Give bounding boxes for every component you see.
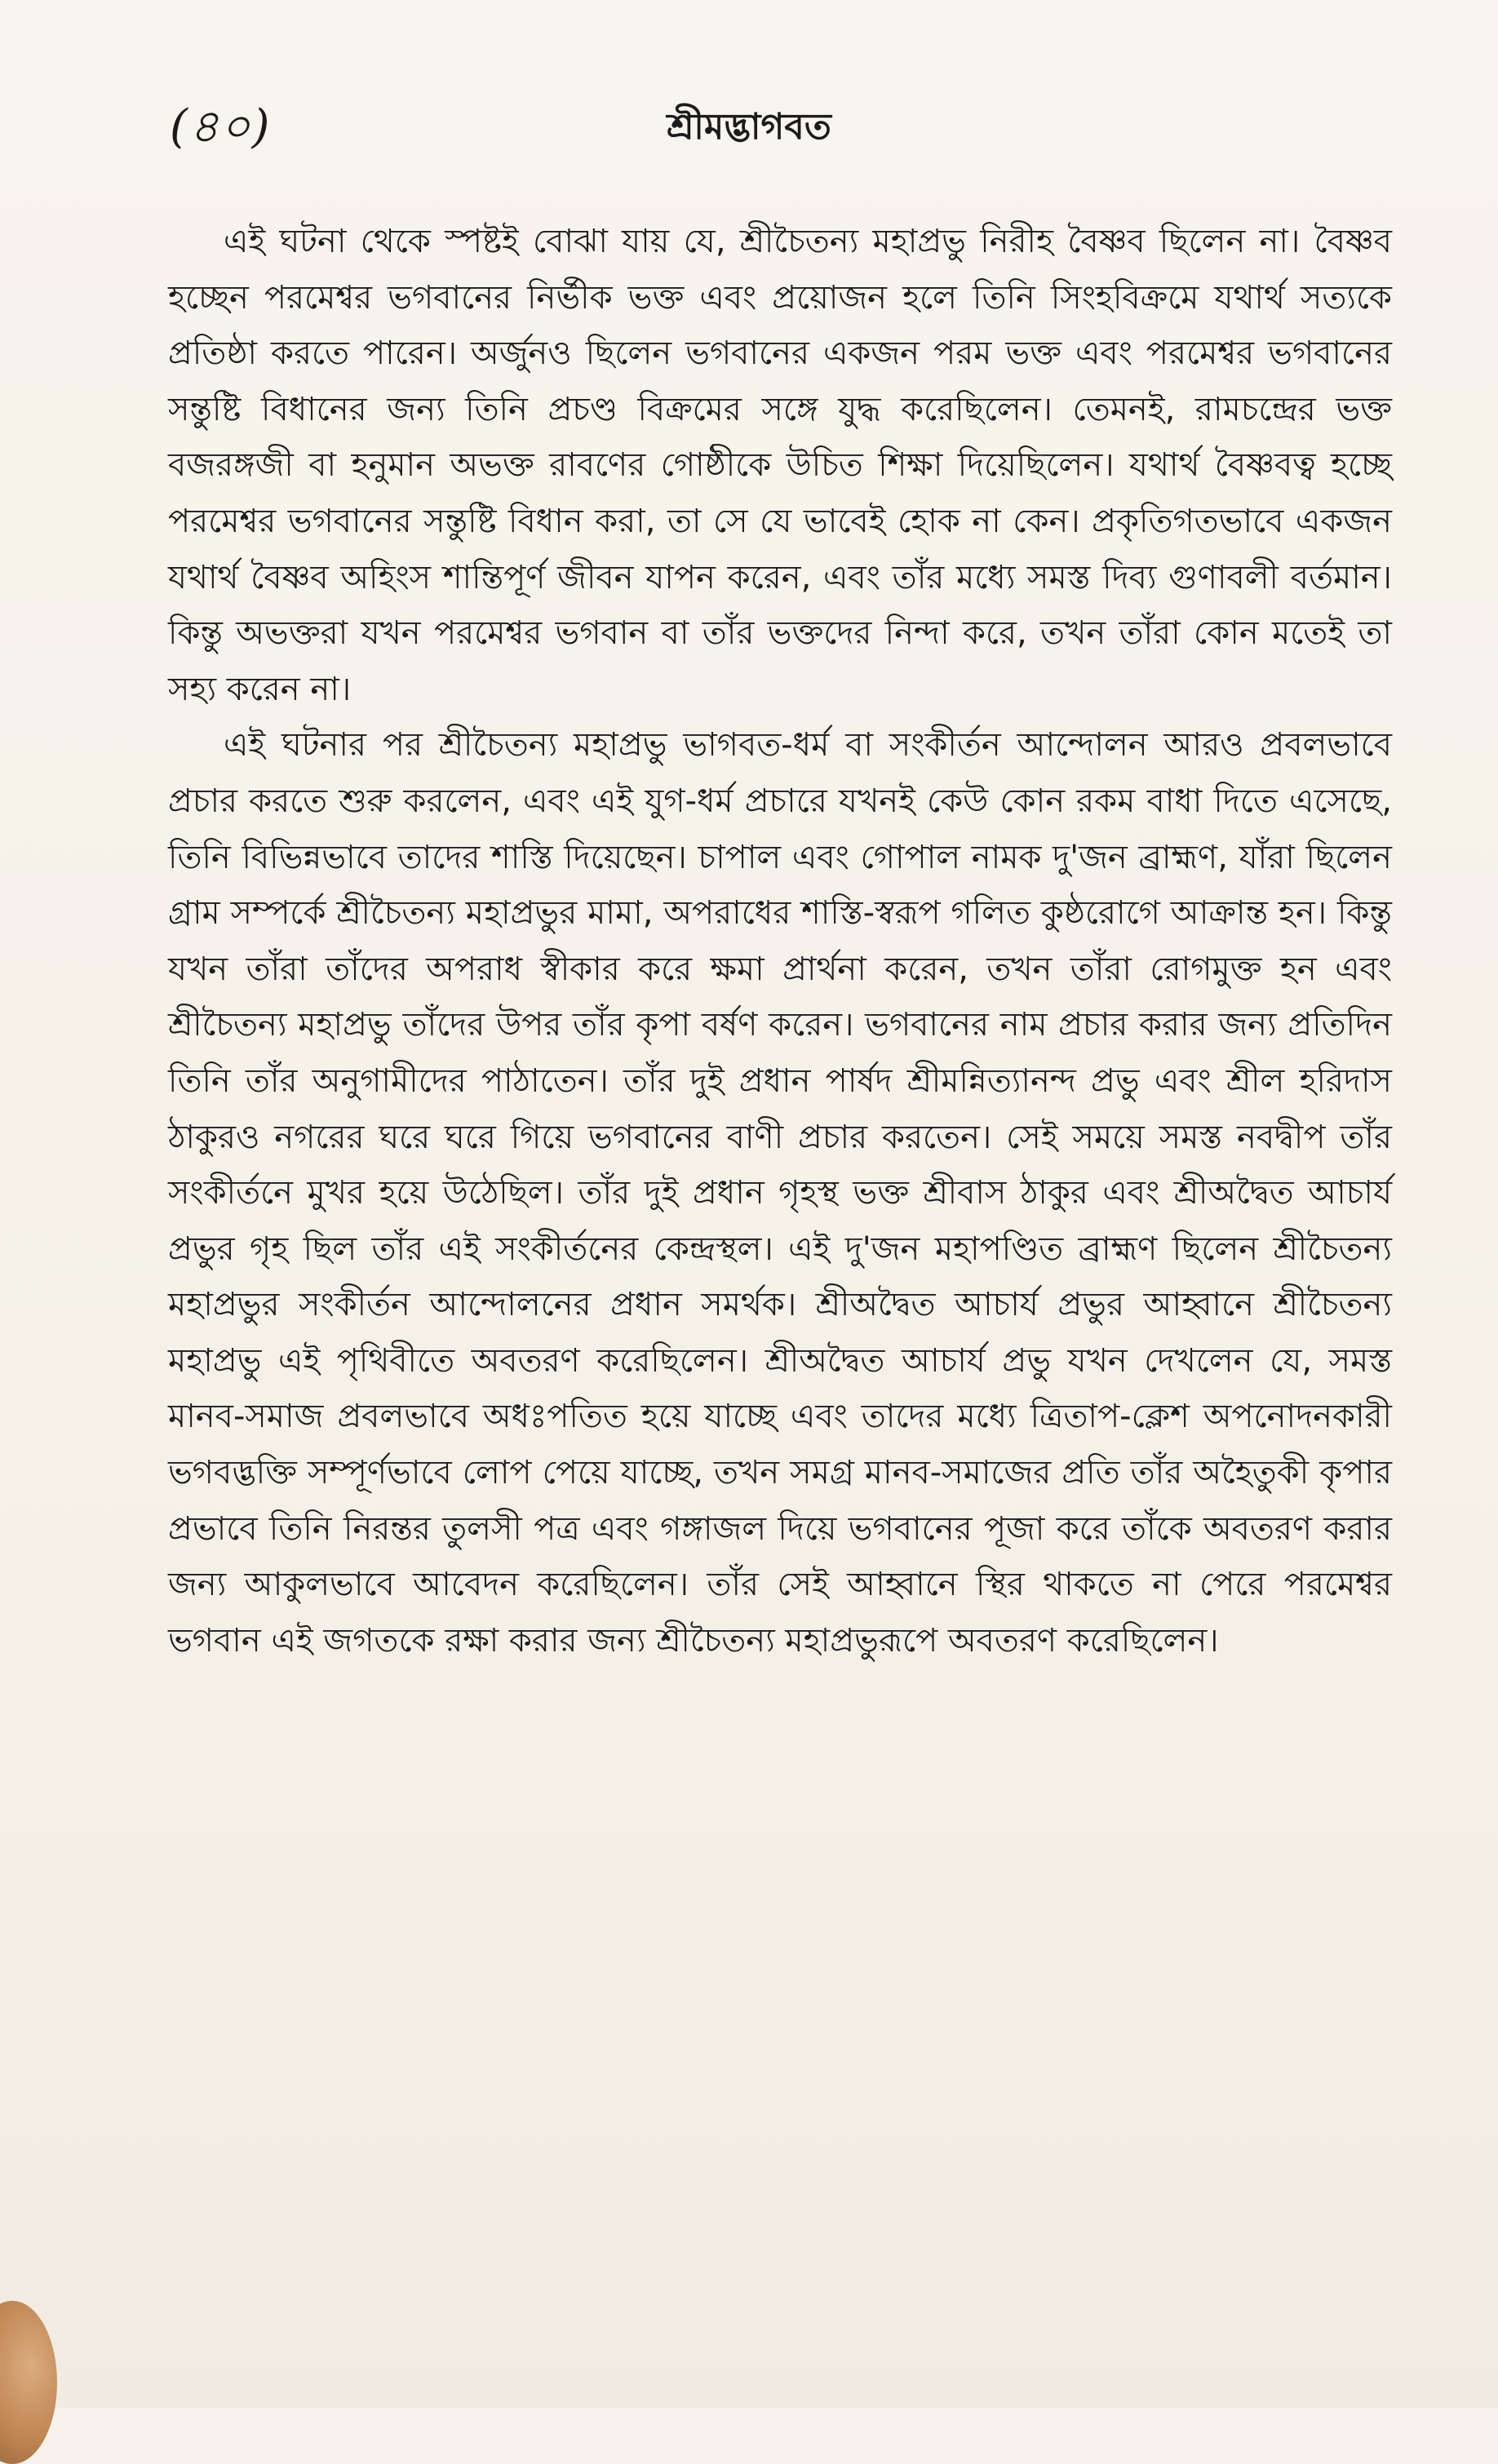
- page-number: (৪০): [170, 100, 272, 153]
- body-text: [168, 214, 1392, 1669]
- running-title: শ্রীমদ্ভাগবত: [667, 106, 831, 148]
- finger-holding-page: [0, 2301, 57, 2464]
- paragraph-1: এই ঘটনা থেকে স্পষ্টই বোঝা যায় যে, শ্রীচৈতন্য মহাপ্রভু নিরীহ বৈষ্ণব ছিলেন না। বৈষ্ণব হচ্ছেন পরমেশ্বর ভগবানের নির্ভীক ভক্ত এবং প্রয়োজন হলে তিনি সিংহবিক্রমে যথার্থ সত্যকে প্রতিষ্ঠা করতে পারেন। অর্জুনও ছিলেন ভগবানের একজন পরম ভক্ত এবং পরমেশ্বর ভগবানের সন্তুষ্টি বিধানের জন্য তিনি প্রচণ্ড বিক্রমের সঙ্গে যুদ্ধ করেছিলেন। তেমনই, রামচন্দ্রের ভক্ত বজরঙ্গজী বা হনুমান অভক্ত রাবণের গোষ্ঠীকে উচিত শিক্ষা দিয়েছিলেন। যথার্থ বৈষ্ণবত্ব হচ্ছে পরমেশ্বর ভগবানের সন্তুষ্টি বিধান করা, তা সে যে ভাবেই হোক না কেন। প্রকৃতিগতভাবে একজন যথার্থ বৈষ্ণব অহিংস শান্তিপূর্ণ জীবন যাপন করেন, এবং তাঁর মধ্যে সমস্ত দিব্য গুণাবলী বর্তমান। কিন্তু অভক্তরা যখন পরমেশ্বর ভগবান বা তাঁর ভক্তদের নিন্দা করে, তখন তাঁরা কোন মতেই তা সহ্য করেন না।: [168, 223, 1392, 708]
- page-header: [0, 88, 1498, 162]
- paragraph-2: এই ঘটনার পর শ্রীচৈতন্য মহাপ্রভু ভাগবত-ধর্ম বা সংকীর্তন আন্দোলন আরও প্রবলভাবে প্রচার করতে শুরু করলেন, এবং এই যুগ-ধর্ম প্রচারে যখনই কেউ কোন রকম বাধা দিতে এসেছে, তিনি বিভিন্নভাবে তাদের শাস্তি দিয়েছেন। চাপাল এবং গোপাল নামক দু'জন ব্রাহ্মণ, যাঁরা ছিলেন গ্রাম সম্পর্কে শ্রীচৈতন্য মহাপ্রভুর মামা, অপরাধের শাস্তি-স্বরূপ গলিত কুষ্ঠরোগে আক্রান্ত হন। কিন্তু যখন তাঁরা তাঁদের অপরাধ স্বীকার করে ক্ষমা প্রার্থনা করেন, তখন তাঁরা রোগমুক্ত হন এবং শ্রীচৈতন্য মহাপ্রভু তাঁদের উপর তাঁর কৃপা বর্ষণ করেন। ভগবানের নাম প্রচার করার জন্য প্রতিদিন তিনি তাঁর অনুগামীদের পাঠাতেন। তাঁর দুই প্রধান পার্ষদ শ্রীমন্নিত্যানন্দ প্রভু এবং শ্রীল হরিদাস ঠাকুরও নগরের ঘরে ঘরে গিয়ে ভগবানের বাণী প্রচার করতেন। সেই সময়ে সমস্ত নবদ্বীপ তাঁর সংকীর্তনে মুখর হয়ে উঠেছিল। তাঁর দুই প্রধান গৃহস্থ ভক্ত শ্রীবাস ঠাকুর এবং শ্রীঅদ্বৈত আচার্য প্রভুর গৃহ ছিল তাঁর এই সংকীর্তনের কেন্দ্রস্থল। এই দু'জন মহাপণ্ডিত ব্রাহ্মণ ছিলেন শ্রীচৈতন্য মহাপ্রভুর সংকীর্তন আন্দোলনের প্রধান সমর্থক। শ্রীঅদ্বৈত আচার্য প্রভুর আহ্বানে শ্রীচৈতন্য মহাপ্রভু এই পৃথিবীতে অবতরণ করেছিলেন। শ্রীঅদ্বৈত আচার্য প্রভু যখন দেখলেন যে, সমস্ত মানব-সমাজ প্রবলভাবে অধঃপতিত হয়ে যাচ্ছে এবং তাদের মধ্যে ত্রিতাপ-ক্লেশ অপনোদনকারী ভগবদ্ভক্তি সম্পূর্ণভাবে লোপ পেয়ে যাচ্ছে, তখন সমগ্র মানব-সমাজের প্রতি তাঁর অহৈতুকী কৃপার প্রভাবে তিনি নিরন্তর তুলসী পত্র এবং গঙ্গাজল দিয়ে ভগবানের পূজা করে তাঁকে অবতরণ করার জন্য আকুলভাবে আবেদন করেছিলেন। তাঁর সেই আহ্বানে স্থির থাকতে না পেরে পরমেশ্বর ভগবান এই জগতকে রক্ষা করার জন্য শ্রীচৈতন্য মহাপ্রভুরূপে অবতরণ করেছিলেন।: [168, 726, 1392, 1660]
